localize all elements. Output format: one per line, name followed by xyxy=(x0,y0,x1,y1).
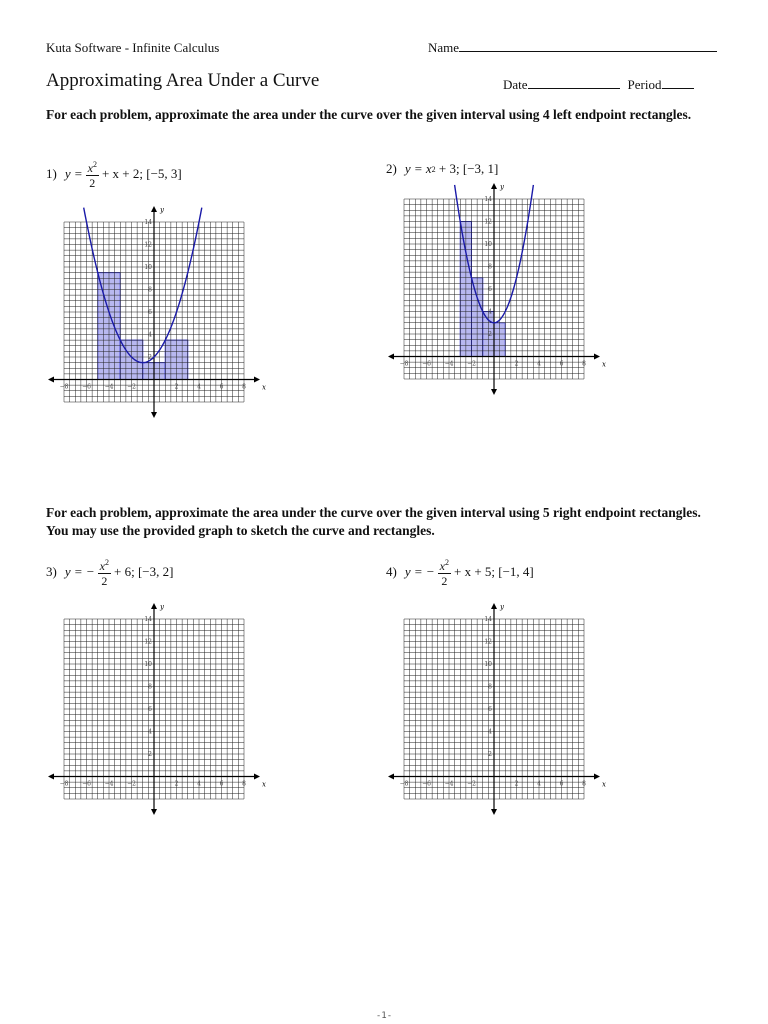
arrow-down-icon xyxy=(151,809,157,815)
y-tick-label: 14 xyxy=(484,196,492,203)
arrow-right-icon xyxy=(254,774,260,780)
fraction-numerator: x xyxy=(439,559,445,573)
y-tick-label: 4 xyxy=(148,728,152,736)
arrow-down-icon xyxy=(151,412,157,418)
x-tick-label: −6 xyxy=(422,360,431,368)
y-tick-label: 10 xyxy=(484,241,492,248)
graph-problem-2 xyxy=(399,183,606,379)
fraction xyxy=(86,158,99,190)
equation-rest: + x + 5; [−1, 4] xyxy=(454,564,534,579)
y-axis-label: y xyxy=(160,206,164,214)
equation-rest: + 6; [−3, 2] xyxy=(114,564,174,579)
y-tick-label: 12 xyxy=(144,241,152,249)
arrow-up-icon xyxy=(491,603,497,609)
y-axis-label: y xyxy=(500,183,504,191)
y-tick-label: 4 xyxy=(148,331,152,339)
name-blank[interactable] xyxy=(459,40,717,52)
exponent: 2 xyxy=(105,558,109,567)
problem-number: 2) xyxy=(386,161,397,176)
x-tick-label: 6 xyxy=(559,780,564,788)
x-tick-label: 4 xyxy=(537,780,541,788)
y-tick-label: 8 xyxy=(488,683,492,691)
equation-term: x xyxy=(425,161,432,176)
name-field[interactable] xyxy=(428,40,717,56)
graph-problem-4[interactable] xyxy=(399,603,606,799)
problem-number: 3) xyxy=(46,564,57,579)
arrow-right-icon xyxy=(594,354,600,360)
fraction xyxy=(98,556,111,588)
x-tick-label: 6 xyxy=(219,383,224,391)
graph-problem-1 xyxy=(59,206,266,402)
arrow-left-icon xyxy=(388,774,394,780)
x-tick-label: −6 xyxy=(422,780,431,788)
x-tick-label: −8 xyxy=(59,780,69,788)
problem-number: 1) xyxy=(46,166,57,181)
arrow-down-icon xyxy=(491,389,497,395)
x-tick-label: −2 xyxy=(127,780,136,788)
arrow-left-icon xyxy=(48,774,54,780)
problem-3 xyxy=(46,556,173,588)
x-tick-label: −8 xyxy=(59,383,69,391)
y-tick-label: 2 xyxy=(488,331,492,338)
y-tick-label: 8 xyxy=(148,683,152,691)
x-axis-label: x xyxy=(602,360,606,369)
x-tick-label: 2 xyxy=(174,383,179,391)
problem-2 xyxy=(386,161,498,177)
problem-number: 4) xyxy=(386,564,397,579)
equation-lhs: y = xyxy=(64,166,83,181)
fraction xyxy=(438,556,451,588)
y-tick-label: 12 xyxy=(484,218,492,226)
y-tick-label: 8 xyxy=(488,263,492,271)
fraction-denominator: 2 xyxy=(441,574,448,588)
exponent: 2 xyxy=(431,164,436,174)
x-tick-label: −4 xyxy=(444,780,454,788)
y-tick-label: 6 xyxy=(148,309,152,316)
y-tick-label: 10 xyxy=(144,264,152,271)
exponent: 2 xyxy=(445,558,449,567)
y-tick-label: 10 xyxy=(144,661,152,668)
y-tick-label: 10 xyxy=(484,661,492,668)
equation-lhs: y = − xyxy=(64,564,95,579)
arrow-up-icon xyxy=(491,183,497,189)
x-tick-label: −6 xyxy=(82,780,91,788)
x-tick-label: 8 xyxy=(242,383,246,391)
fraction-denominator: 2 xyxy=(89,176,96,190)
y-axis-label: y xyxy=(500,603,504,611)
y-tick-label: 14 xyxy=(144,616,152,623)
y-tick-label: 14 xyxy=(144,219,152,226)
arrow-right-icon xyxy=(594,774,600,780)
y-tick-label: 6 xyxy=(148,706,152,713)
fraction-numerator: x xyxy=(99,559,105,573)
x-axis-label: x xyxy=(262,383,266,392)
x-tick-label: 2 xyxy=(514,780,519,788)
y-tick-label: 2 xyxy=(148,751,152,758)
x-tick-label: 8 xyxy=(582,780,586,788)
x-tick-label: −2 xyxy=(467,360,476,368)
x-tick-label: −4 xyxy=(104,780,114,788)
date-label: Date xyxy=(503,77,528,92)
y-axis-label: y xyxy=(160,603,164,611)
equation-rest: + x + 2; [−5, 3] xyxy=(101,166,182,181)
exponent: 2 xyxy=(92,160,97,169)
x-tick-label: 8 xyxy=(582,360,586,368)
x-tick-label: 6 xyxy=(219,780,224,788)
y-tick-label: 6 xyxy=(488,286,492,293)
x-tick-label: −8 xyxy=(399,780,409,788)
instructions-right-endpoint: For each problem, approximate the area under the curve over the given interval using 5 right endpoint rectangles. You may use the provided graph to sketch the curve and rectangles. xyxy=(46,505,701,538)
name-label: Name xyxy=(428,40,460,55)
y-tick-label: 4 xyxy=(488,728,492,736)
x-tick-label: −2 xyxy=(467,780,476,788)
arrow-right-icon xyxy=(254,377,260,383)
problem-1 xyxy=(46,158,182,190)
publisher-label: Kuta Software - Infinite Calculus xyxy=(46,40,220,55)
problem-4 xyxy=(386,556,534,588)
x-tick-label: 8 xyxy=(242,780,246,788)
y-tick-label: 6 xyxy=(488,706,492,713)
x-tick-label: 4 xyxy=(197,780,201,788)
arrow-down-icon xyxy=(491,809,497,815)
equation-lhs: y = − xyxy=(404,564,435,579)
x-tick-label: −8 xyxy=(399,360,409,368)
date-blank[interactable] xyxy=(528,77,620,89)
arrow-up-icon xyxy=(151,206,157,212)
x-tick-label: 4 xyxy=(537,360,541,368)
x-axis-label: x xyxy=(262,780,266,789)
x-tick-label: −4 xyxy=(444,360,454,368)
fraction-denominator: 2 xyxy=(101,574,108,588)
worksheet-title: Approximating Area Under a Curve xyxy=(46,70,320,91)
x-axis-label: x xyxy=(602,780,606,789)
arrow-up-icon xyxy=(151,603,157,609)
page-number: -1- xyxy=(375,1011,393,1021)
y-tick-label: 12 xyxy=(144,638,152,646)
x-tick-label: 2 xyxy=(174,780,179,788)
period-blank[interactable] xyxy=(662,77,694,89)
arrow-left-icon xyxy=(388,354,394,360)
arrow-left-icon xyxy=(48,377,54,383)
fraction-numerator: x xyxy=(87,161,93,175)
y-tick-label: 8 xyxy=(148,286,152,294)
y-tick-label: 4 xyxy=(488,308,492,316)
y-tick-label: 12 xyxy=(484,638,492,646)
instructions-left-endpoint: For each problem, approximate the area under the curve over the given interval using 4 left endpoint rectangles. xyxy=(46,107,692,122)
equation-lhs: y = xyxy=(404,161,423,176)
graph-problem-3[interactable] xyxy=(59,603,266,799)
x-tick-label: −4 xyxy=(104,383,114,391)
date-period-field[interactable] xyxy=(503,77,694,93)
x-tick-label: 4 xyxy=(197,383,201,391)
x-tick-label: 6 xyxy=(559,360,564,368)
x-tick-label: 2 xyxy=(514,360,519,368)
equation-rest: + 3; [−3, 1] xyxy=(438,161,499,176)
x-tick-label: −2 xyxy=(127,383,136,391)
y-tick-label: 14 xyxy=(484,616,492,623)
y-tick-label: 2 xyxy=(488,751,492,758)
y-tick-label: 2 xyxy=(148,354,152,361)
period-label: Period xyxy=(627,77,662,92)
x-tick-label: −6 xyxy=(82,383,91,391)
